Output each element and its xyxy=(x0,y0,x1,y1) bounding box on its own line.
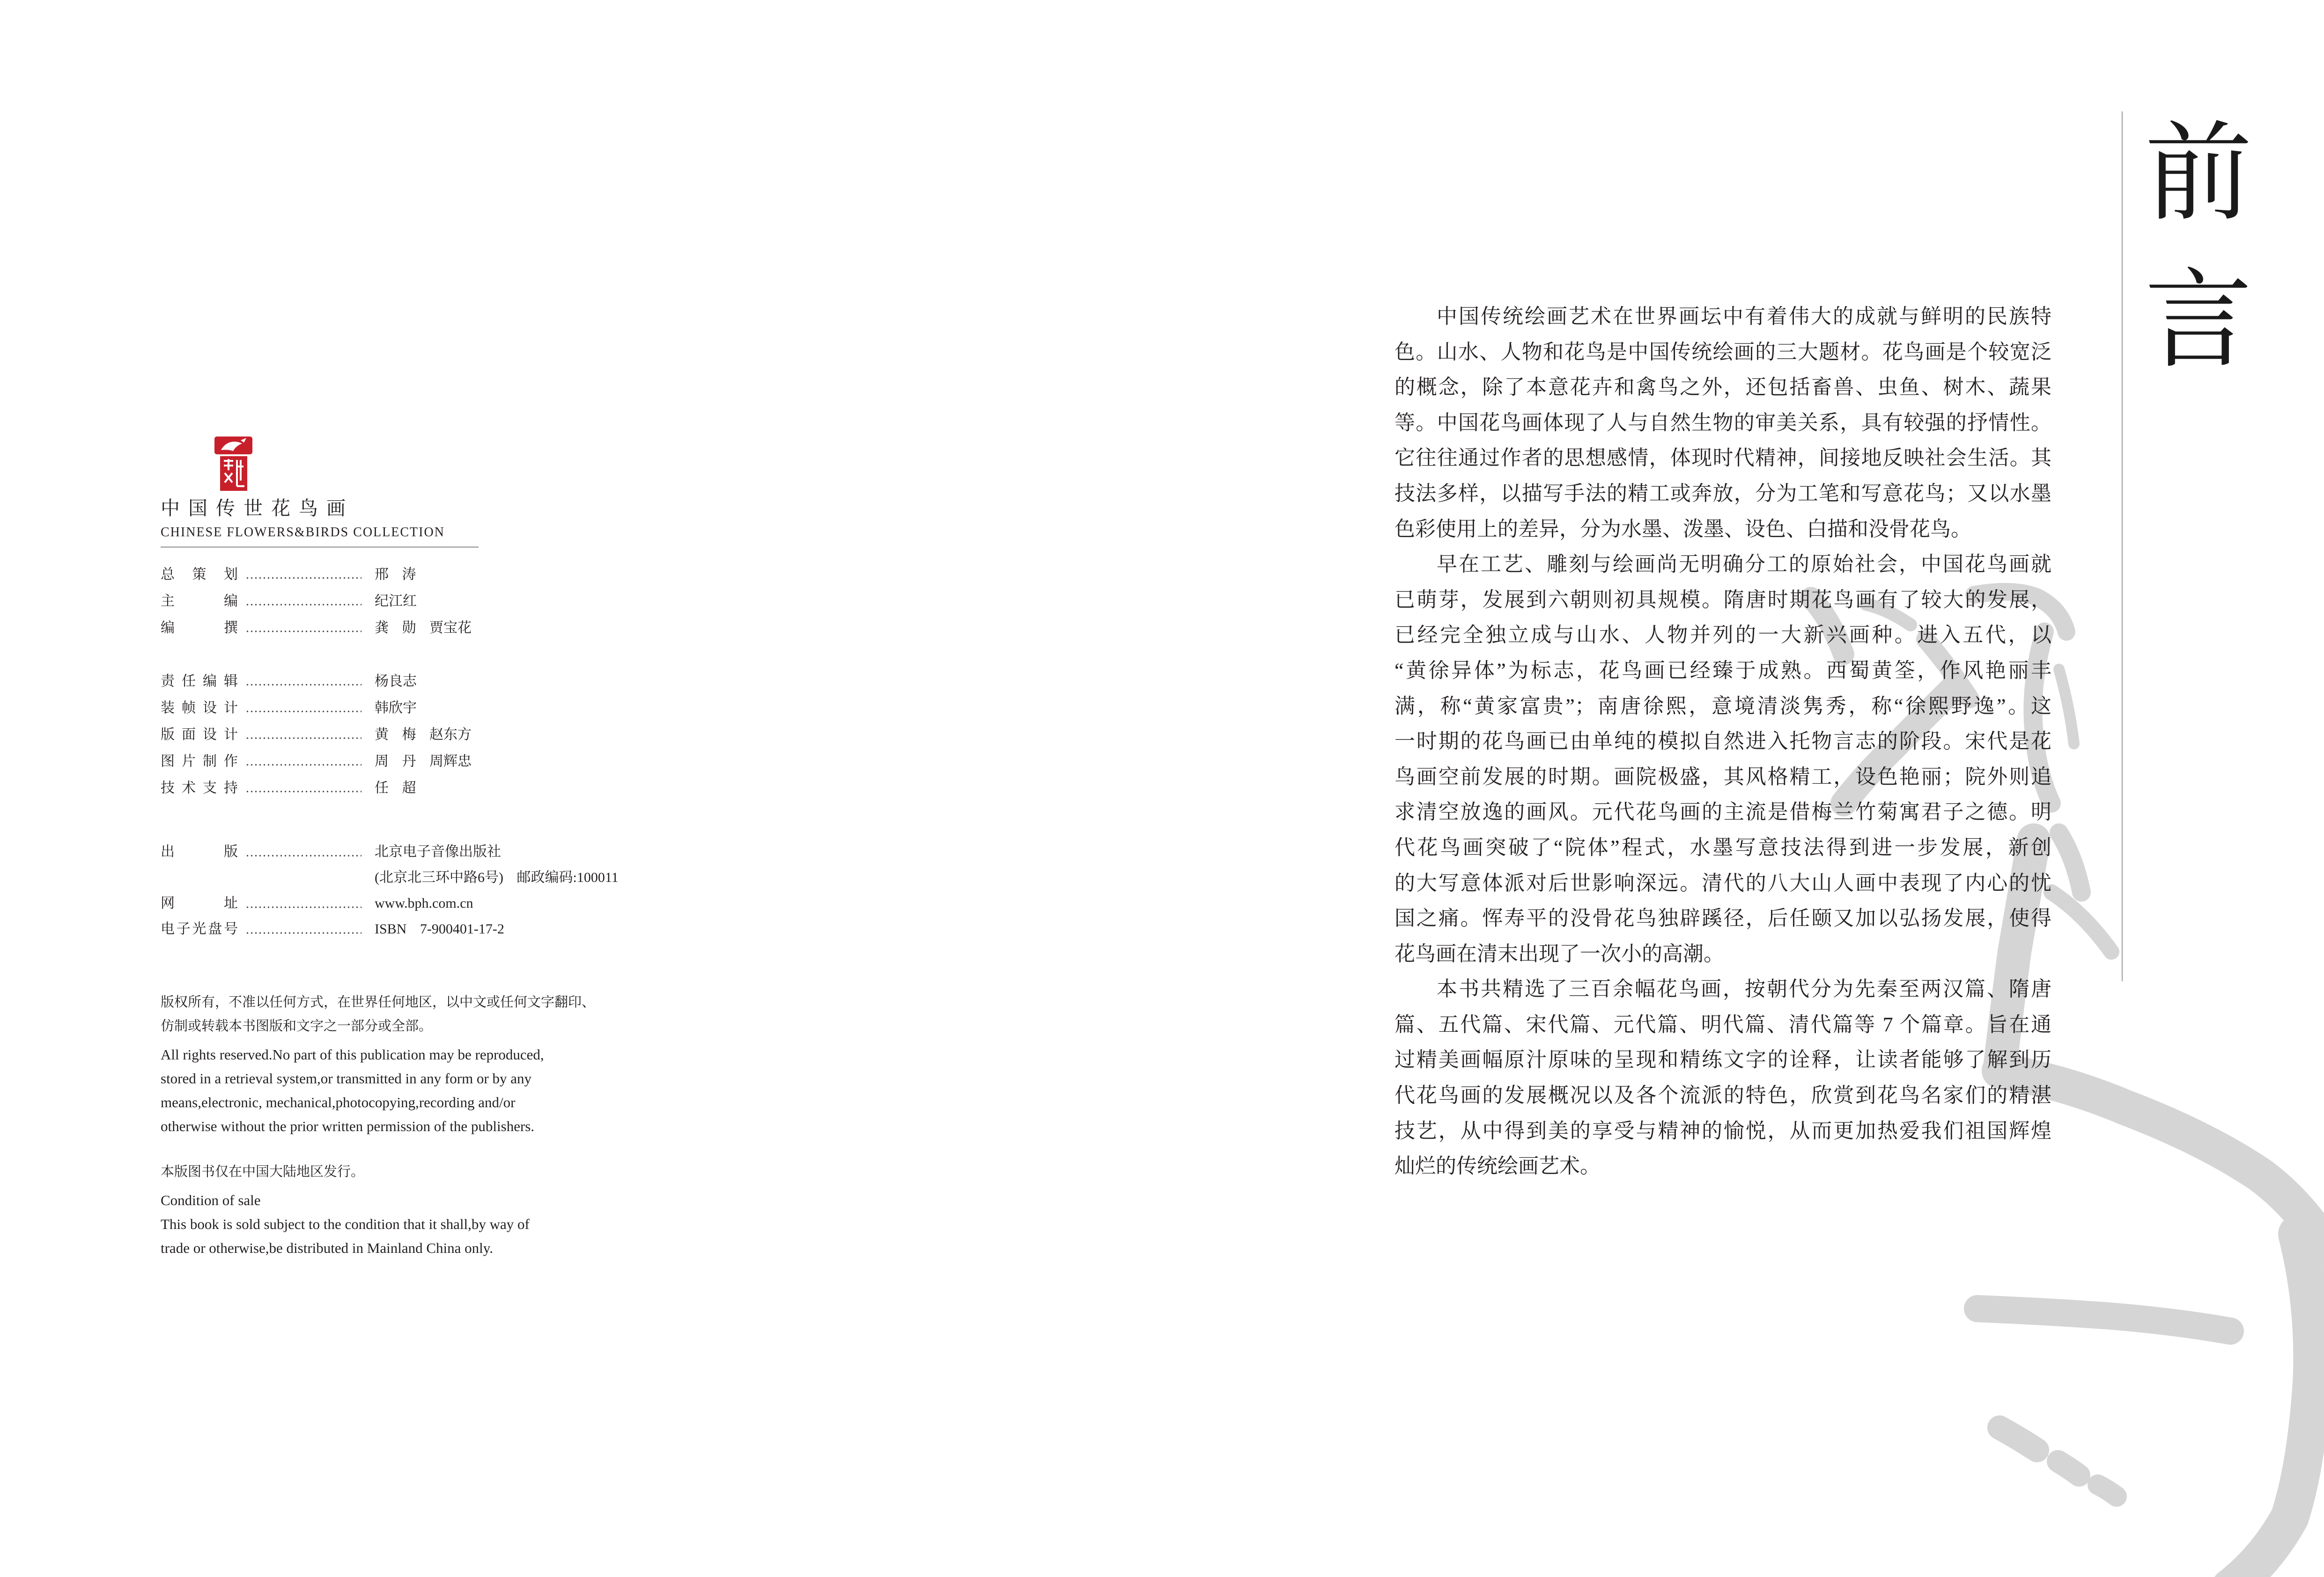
preface-line: 过精美画幅原汁原味的呈现和精练文字的诠释，让读者能够了解到历 xyxy=(1394,1048,2051,1072)
preface-line: 等。中国花鸟画体现了人与自然生物的审美关系，具有较强的抒情性。 xyxy=(1394,411,2051,434)
credit-row xyxy=(161,615,816,641)
leader-dots xyxy=(245,683,362,686)
preface-line: 已萌芽，发展到六朝则初具规模。隋唐时期花鸟画有了较大的发展， xyxy=(1394,588,2051,611)
condition-title: Condition of sale xyxy=(161,1192,261,1208)
credit-row xyxy=(161,775,816,801)
preface-line: 已经完全独立成与山水、人物并列的一大新兴画种。进入五代，以 xyxy=(1394,623,2051,647)
preface-line: 一时期的花鸟画已由单纯的模拟自然进入托物言志的阶段。宋代是花 xyxy=(1394,730,2051,753)
preface-line: 篇、五代篇、宋代篇、元代篇、明代篇、清代篇等 7 个篇章。旨在通 xyxy=(1394,1013,2051,1036)
credit-label: 技术支持 xyxy=(161,780,238,796)
preface-line: 的大写意体派对后世影响深远。清代的八大山人画中表现了内心的忧 xyxy=(1394,871,2051,895)
credit-label: 版面设计 xyxy=(161,727,238,742)
preface-line: 它往往通过作者的思想感情，体现时代精神，间接地反映社会生活。其 xyxy=(1394,446,2051,470)
credit-row xyxy=(161,561,816,588)
leader-dots xyxy=(245,854,362,857)
credit-row xyxy=(161,668,816,695)
credit-label: 出 版 xyxy=(161,844,238,859)
credit-row xyxy=(161,588,816,615)
leader-dots xyxy=(245,577,362,579)
preface-line: 国之痛。恽寿平的没骨花鸟独辟蹊径，后任颐又加以弘扬发展，使得 xyxy=(1394,907,2051,930)
distribution-notice xyxy=(161,1160,863,1184)
copyright-line: All rights reserved.No part of this publication may be reproduced, xyxy=(161,1046,544,1063)
preface-line: 技艺，从中得到美的享受与精神的愉悦，从而更加热爱我们祖国辉煌 xyxy=(1394,1119,2051,1142)
leader-dots xyxy=(245,763,362,766)
preface-line: 花鸟画在清末出现了一次小的高潮。 xyxy=(1394,942,1724,965)
title-divider xyxy=(161,547,479,548)
copyright-notice-cn xyxy=(161,991,863,1038)
preface-line: 中国传统绘画艺术在世界画坛中有着伟大的成就与鲜明的民族特 xyxy=(1437,305,2051,328)
brush-stroke xyxy=(2098,1485,2117,1496)
leader-dots xyxy=(245,932,362,934)
credit-value: 任 超 xyxy=(375,780,416,796)
isbn-number: ISBN 7-900401-17-2 xyxy=(375,921,504,937)
publisher-address: (北京北三环中路6号) 邮政编码:100011 xyxy=(375,870,619,885)
condition-of-sale xyxy=(161,1188,863,1260)
leader-dots xyxy=(245,630,362,633)
brush-stroke xyxy=(1977,1309,2230,1331)
preface-line: 本书共精选了三百余幅花鸟画，按朝代分为先秦至两汉篇、隋唐 xyxy=(1437,977,2051,1001)
publisher-name: 北京电子音像出版社 xyxy=(375,844,501,859)
condition-line: trade or otherwise,be distributed in Mainland China only. xyxy=(161,1240,493,1256)
preface-line: 色。山水、人物和花鸟是中国传统绘画的三大题材。花鸟画是个较宽泛 xyxy=(1394,340,2051,363)
credit-row xyxy=(161,890,816,916)
series-title-en: CHINESE FLOWERS&BIRDS COLLECTION xyxy=(161,525,445,540)
credit-row xyxy=(161,839,816,865)
preface-body xyxy=(1394,299,2051,1184)
copyright-line: otherwise without the prior written permission of the publishers. xyxy=(161,1118,535,1134)
credit-label: 网 址 xyxy=(161,896,238,911)
brush-stroke xyxy=(2058,1461,2079,1475)
credit-value: 龚 勋 贾宝花 xyxy=(375,620,472,636)
leader-dots xyxy=(245,737,362,740)
credit-label: 电子光盘号 xyxy=(161,921,238,937)
brush-stroke xyxy=(1999,1428,2037,1450)
credit-value: 邢 涛 xyxy=(375,567,416,582)
credit-value: 周 丹 周辉忠 xyxy=(375,754,472,769)
distribution-line: 本版图书仅在中国大陆地区发行。 xyxy=(161,1164,365,1179)
brush-stroke xyxy=(2059,669,2074,744)
credits-group-publisher xyxy=(161,839,816,942)
credits-group-production xyxy=(161,668,816,801)
preface-line: 代花鸟画的发展概况以及各个流派的特色，欣赏到花鸟名家们的精湛 xyxy=(1394,1084,2051,1107)
preface-line: 早在工艺、雕刻与绘画尚无明确分工的原始社会，中国花鸟画就 xyxy=(1437,553,2051,576)
preface-line: 技法多样，以描写手法的精工或奔放，分为工笔和写意花鸟；又以水墨 xyxy=(1394,481,2051,505)
credit-row xyxy=(161,721,816,748)
preface-line: 的概念，除了本意花卉和禽鸟之外，还包括畜兽、虫鱼、树木、蔬果 xyxy=(1394,376,2051,399)
credit-value: 黄 梅 赵东方 xyxy=(375,727,472,742)
brush-stroke xyxy=(2059,833,2081,892)
credit-label: 图片制作 xyxy=(161,754,238,769)
preface-page xyxy=(1162,0,2324,1577)
credit-row xyxy=(161,916,816,942)
preface-line: 代花鸟画突破了“院体”程式，水墨写意技法得到进一步发展，新创 xyxy=(1394,836,2051,859)
seal-logo xyxy=(213,436,254,492)
copyright-line: means,electronic, mechanical,photocopying,recording and/or xyxy=(161,1094,516,1111)
credit-value: 韩欣宇 xyxy=(375,700,417,716)
preface-line: 鸟画空前发展的时期。画院极盛，其风格精工，设色艳丽；院外则追 xyxy=(1394,765,2051,788)
preface-line: “黄徐异体”为标志，花鸟画已经臻于成熟。西蜀黄筌，作风艳丽丰 xyxy=(1394,659,2051,682)
credits-group-editorial xyxy=(161,561,816,641)
credit-label: 责任编辑 xyxy=(161,674,238,689)
leader-dots xyxy=(245,710,362,713)
copyright-line: 仿制或转载本书图版和文字之一部分或全部。 xyxy=(161,1019,433,1034)
copyright-line: stored in a retrieval system,or transmitted in any form or by any xyxy=(161,1070,532,1087)
series-title-cn: 中国传世花鸟画 xyxy=(161,497,354,519)
credit-label: 装帧设计 xyxy=(161,700,238,716)
website-url: www.bph.com.cn xyxy=(375,896,473,911)
preface-line: 灿烂的传统绘画艺术。 xyxy=(1394,1155,1601,1178)
preface-line: 满，称“黄家富贵”；南唐徐熙，意境清淡隽秀，称“徐熙野逸”。这 xyxy=(1394,694,2051,718)
credit-label: 编 撰 xyxy=(161,620,238,636)
credit-row-address xyxy=(161,865,816,890)
credit-row xyxy=(161,695,816,721)
brush-stroke xyxy=(2230,1234,2312,1577)
copyright-notice-en xyxy=(161,1043,863,1138)
preface-line: 求清空放逸的画风。元代花鸟画的主流是借梅兰竹菊寓君子之德。明 xyxy=(1394,800,2051,824)
leader-dots xyxy=(245,603,362,606)
leader-dots xyxy=(245,906,362,909)
credit-label: 总 策 划 xyxy=(161,567,238,582)
preface-line: 色彩使用上的差异，分为水墨、泼墨、设色、白描和没骨花鸟。 xyxy=(1394,517,1971,540)
page-title: 前言 xyxy=(2144,114,2252,381)
credit-row xyxy=(161,748,816,775)
credit-label: 主 编 xyxy=(161,593,238,609)
copyright-line: 版权所有，不准以任何方式，在世界任何地区，以中文或任何文字翻印、 xyxy=(161,995,596,1010)
condition-line: This book is sold subject to the condition that it shall,by way of xyxy=(161,1216,530,1232)
credit-value: 纪江红 xyxy=(375,593,417,609)
leader-dots xyxy=(245,790,362,793)
credit-value: 杨良志 xyxy=(375,674,417,689)
heading-divider xyxy=(2122,111,2123,981)
